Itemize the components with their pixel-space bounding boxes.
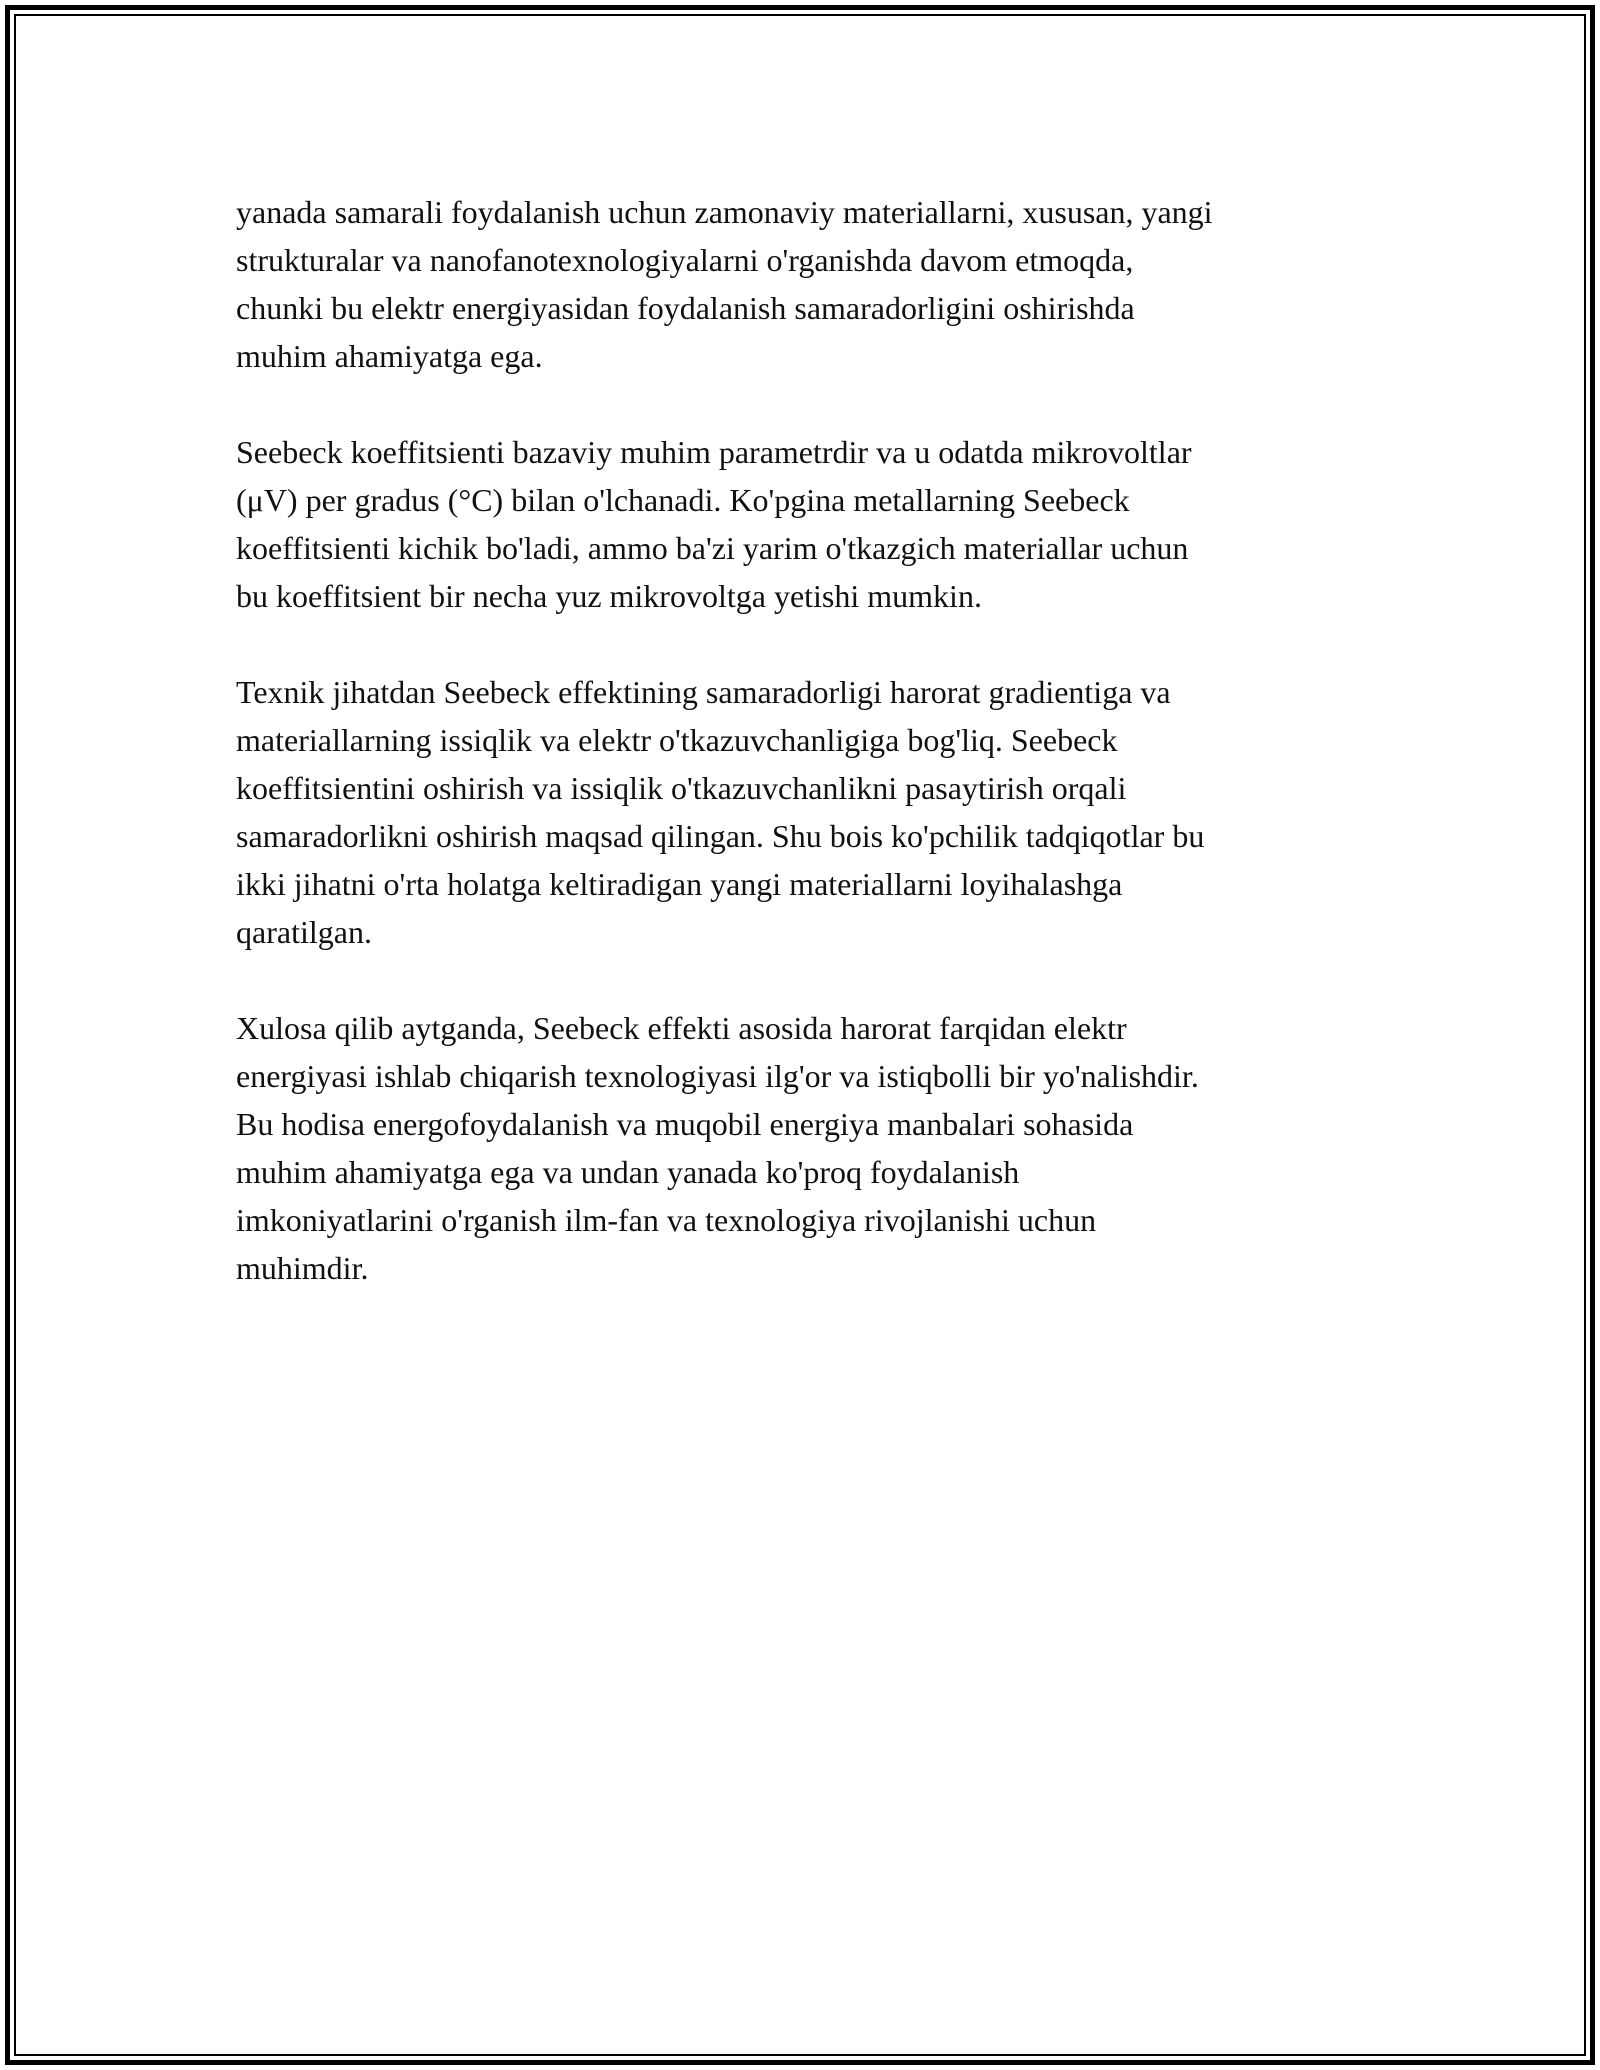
paragraph-2: Seebeck koeffitsienti bazaviy muhim parametrdir va u odatda mikrovoltlar (μV) per gradus (°C) bilan o'lchanadi. Ko'pgina metallarning Seebeck koeffitsienti kichik bo'ladi, ammo ba'zi yarim o'tkazgich materiallar uchun bu koeffitsient bir necha yuz mikrovoltga yetishi mumkin. — [236, 434, 1192, 614]
paragraph-3: Texnik jihatdan Seebeck effektining samaradorligi harorat gradientiga va materiallarning issiqlik va elektr o'tkazuvchanligiga bog'liq. Seebeck koeffitsientini oshirish va issiqlik o'tkazuvchanlikni pasaytirish orqali samaradorlikni oshirish maqsad qilingan. Shu bois ko'pchilik tadqiqotlar bu ikki jihatni o'rta holatga keltiradigan yangi materiallarni loyihalashga qaratilgan. — [236, 674, 1205, 950]
paragraph-1: yanada samarali foydalanish uchun zamonaviy materiallarni, xususan, yangi strukturalar va nanofanotexnologiyalarni o'rganishda davom etmoqda, chunki bu elektr energiyasidan foydalanish samaradorligini oshirishda muhim ahamiyatga ega. — [236, 194, 1213, 374]
document-body — [236, 188, 1366, 1340]
paragraph-4: Xulosa qilib aytganda, Seebeck effekti asosida harorat farqidan elektr energiyasi ishlab chiqarish texnologiyasi ilg'or va istiqbolli bir yo'nalishdir. Bu hodisa energofoydalanish va muqobil energiya manbalari sohasida muhim ahamiyatga ega va undan yanada ko'proq foydalanish imkoniyatlarini o'rganish ilm-fan va texnologiya rivojlanishi uchun muhimdir. — [236, 1010, 1199, 1286]
